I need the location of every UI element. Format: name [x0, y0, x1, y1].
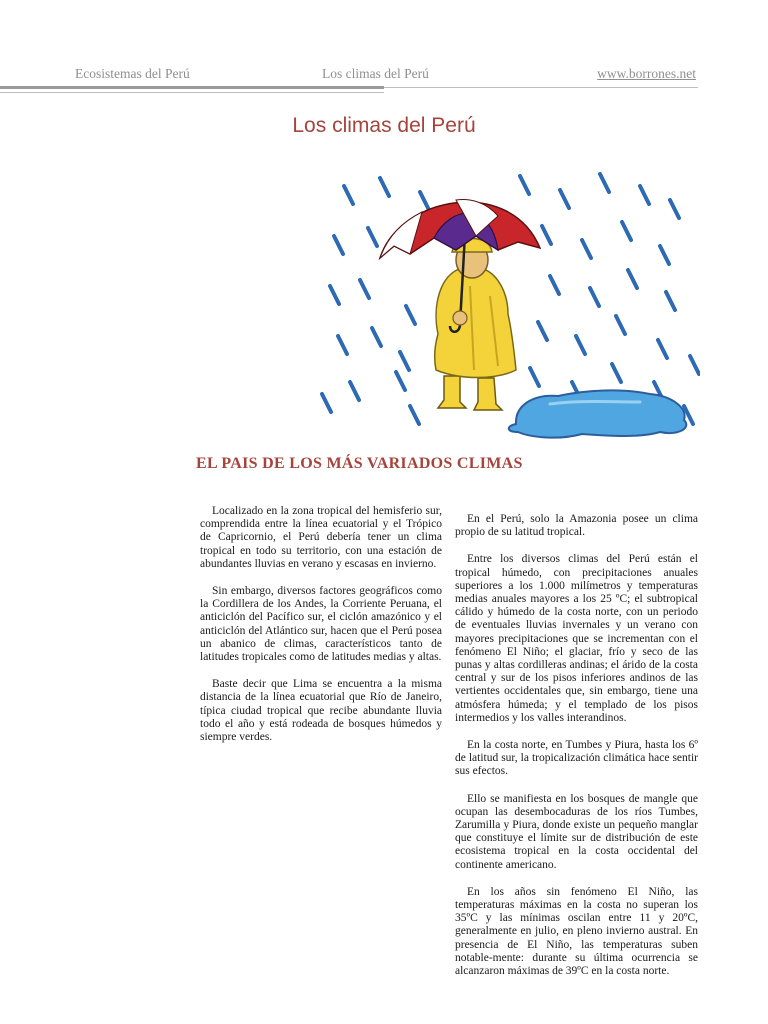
rain-drop	[616, 316, 625, 334]
rain-drop	[322, 394, 331, 412]
paragraph: Entre los diversos climas del Perú están el tropical húmedo, con precipitaciones anuales superiores a los 1.000 milímetros y temperaturas medias anuales mayores a los 25 ºC; el subtropical cálido y húmedo de la costa norte, con un periodo de eventuales lluvias invernales y un verano con mayores precipitaciones que se incrementan con el fenómeno El Niño; el glaciar, frío y seco de las punas y altas cordilleras andinas; el árido de la costa central y sur de los pisos inferiores andinos de las vertientes occidentales que, sin embargo, tiene una atmósfera húmeda; y el templado de los pisos intermedios y los valles interandinos.	[455, 553, 698, 724]
header-rule-right	[384, 87, 698, 88]
raincoat	[435, 268, 516, 378]
rain-drop	[660, 246, 669, 264]
rain-drop	[330, 286, 339, 304]
rain-drop	[396, 372, 405, 390]
paragraph: Sin embargo, diversos factores geográficos como la Cordillera de los Andes, la Corriente Peruana, el anticiclón del Pacífico sur, el ciclón amazónico y el anticiclón del Atlántico sur, hacen que el Perú posea un abanico de climas, característicos tanto de latitudes tropicales como de latitudes medias y altas.	[200, 585, 442, 664]
rain-drop	[360, 280, 369, 298]
header-rule-thick	[0, 86, 384, 89]
paragraph: En los años sin fenómeno El Niño, las temperaturas máximas en la costa no superan los 35ºC y las mínimas oscilan entre 11 y 20ºC, generalmente en julio, en pleno invierno austral. En presencia de El Niño, las temperaturas suben notable-mente: durante su última ocurrencia se alcanzaron máximas de 39ºC en la costa norte.	[455, 885, 698, 978]
page-title: Los climas del Perú	[292, 114, 476, 137]
rain-drop	[576, 336, 585, 354]
rain-drop	[372, 328, 381, 346]
rain-drop	[420, 192, 429, 210]
rain-drop	[334, 236, 343, 254]
rain-drop	[590, 288, 599, 306]
rain-drop	[628, 270, 637, 288]
hand	[453, 311, 467, 325]
header-rule-thin	[0, 92, 384, 93]
rain-drop	[368, 228, 377, 246]
rain-drop	[600, 174, 609, 192]
header-link-text[interactable]: www.borrones.net	[597, 66, 696, 81]
rain-drop	[560, 190, 569, 208]
rain-drop	[400, 352, 409, 370]
rain-umbrella-illustration	[310, 156, 700, 452]
rain-drop	[690, 356, 699, 374]
rain-drop	[612, 364, 621, 382]
rain-drop	[550, 276, 559, 294]
rain-drop	[640, 186, 649, 204]
person-boots	[438, 376, 502, 410]
rain-drop	[530, 368, 539, 386]
rain-drop	[622, 222, 631, 240]
paragraph: En el Perú, solo la Amazonia posee un clima propio de su latitud tropical.	[455, 513, 698, 539]
rain-drops	[322, 174, 699, 424]
rain-drop	[538, 322, 547, 340]
rain-drop	[658, 340, 667, 358]
rain-drop	[520, 176, 529, 194]
rain-drop	[670, 200, 679, 218]
paragraph: Ello se manifiesta en los bosques de mangle que ocupan las desembocaduras de los ríos Tumbes, Zarumilla y Piura, donde existe un pequeño manglar que constituye el límite sur de distribución de este ecosistema tropical en la costa occidental del continente americano.	[455, 792, 698, 871]
rain-drop	[542, 226, 551, 244]
rain-drop	[344, 186, 353, 204]
puddle	[509, 390, 687, 437]
rain-drop	[582, 240, 591, 258]
rain-drop	[350, 382, 359, 400]
header-link[interactable]	[597, 66, 696, 82]
header-left: Ecosistemas del Perú	[75, 66, 190, 81]
right-column	[455, 513, 698, 992]
rain-drop	[406, 306, 415, 324]
header-center: Los climas del Perú	[322, 66, 429, 81]
paragraph: Baste decir que Lima se encuentra a la misma distancia de la línea ecuatorial que Río de Janeiro, típica ciudad tropical que recibe abundante lluvia todo el año y está rodeada de bosques húmedos y siempre verdes.	[200, 678, 442, 744]
section-title: EL PAIS DE LOS MÁS VARIADOS CLIMAS	[196, 455, 523, 472]
left-column	[200, 505, 442, 758]
rain-drop	[338, 336, 347, 354]
paragraph: Localizado en la zona tropical del hemisferio sur, comprendida entre la línea ecuatorial y el Trópico de Capricornio, el Perú debería tener un clima tropical en todo su territorio, con una estación de abundantes lluvias en verano y escasas en invierno.	[200, 505, 442, 570]
paragraph: En la costa norte, en Tumbes y Piura, hasta los 6º de latitud sur, la tropicalización climática hace sentir sus efectos.	[455, 739, 698, 778]
rain-drop	[380, 178, 389, 196]
rain-drop	[410, 406, 419, 424]
rain-drop	[666, 292, 675, 310]
